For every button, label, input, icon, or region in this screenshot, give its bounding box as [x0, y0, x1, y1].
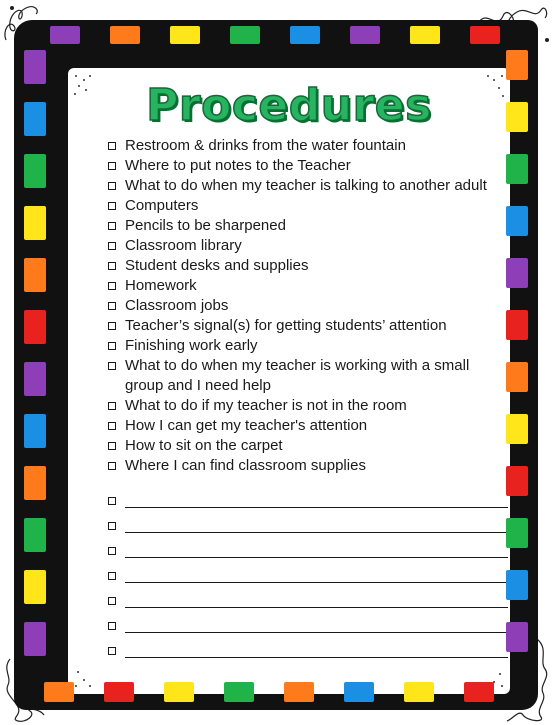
border-color-block	[404, 682, 434, 702]
border-color-block	[24, 362, 46, 396]
border-color-block	[506, 310, 528, 340]
blank-line-item[interactable]	[108, 643, 508, 668]
border-color-block	[506, 518, 528, 548]
border-color-block	[24, 466, 46, 500]
border-color-block	[24, 206, 46, 240]
checkbox-icon[interactable]	[108, 202, 116, 210]
content-panel	[68, 68, 510, 694]
checklist-item-label: Classroom library	[125, 237, 242, 254]
border-color-block	[290, 26, 320, 44]
checklist-item-label: Where I can find classroom supplies	[125, 457, 366, 474]
border-color-block	[164, 682, 194, 702]
write-in-line[interactable]	[125, 607, 508, 608]
border-color-block	[24, 154, 46, 188]
checkbox-icon[interactable]	[108, 497, 116, 505]
border-color-block	[506, 50, 528, 80]
checklist-item-label: Teacher’s signal(s) for getting students’ attention	[125, 317, 447, 334]
checkbox-icon[interactable]	[108, 162, 116, 170]
border-color-block	[506, 414, 528, 444]
checklist-item	[108, 216, 493, 236]
checklist-item	[108, 436, 493, 456]
checklist-item	[108, 296, 493, 316]
checklist-item	[108, 156, 493, 176]
checklist-item-label: Student desks and supplies	[125, 257, 309, 274]
border-color-block	[24, 50, 46, 84]
checkbox-icon[interactable]	[108, 142, 116, 150]
border-color-block	[410, 26, 440, 44]
checkbox-icon[interactable]	[108, 242, 116, 250]
border-color-block	[110, 26, 140, 44]
blank-lines-list	[108, 493, 508, 668]
border-color-block	[24, 622, 46, 656]
checklist-item-label: What to do when my teacher is talking to another adult	[125, 177, 487, 194]
border-color-block	[170, 26, 200, 44]
blank-line-item[interactable]	[108, 593, 508, 618]
checklist-item	[108, 136, 493, 156]
write-in-line[interactable]	[125, 532, 508, 533]
checklist-item-label: Finishing work early	[125, 337, 258, 354]
page-title: Procedures	[146, 80, 432, 131]
border-color-block	[24, 310, 46, 344]
checklist-item	[108, 396, 493, 416]
write-in-line[interactable]	[125, 582, 508, 583]
checklist-item-label: Classroom jobs	[125, 297, 229, 314]
checklist-item	[108, 336, 493, 356]
checklist-item-label: How I can get my teacher's attention	[125, 417, 368, 434]
checkbox-icon[interactable]	[108, 422, 116, 430]
decorative-border	[14, 20, 538, 710]
checklist-item-label: What to do when my teacher is working with a small group and I need help	[125, 357, 470, 394]
border-color-block	[506, 102, 528, 132]
border-color-block	[506, 154, 528, 184]
checklist-item-label: Restroom & drinks from the water fountain	[125, 137, 406, 154]
checklist-item	[108, 356, 493, 396]
checklist-item-label: What to do if my teacher is not in the room	[125, 397, 407, 414]
border-color-block	[24, 102, 46, 136]
border-color-block	[470, 26, 500, 44]
procedure-checklist	[108, 136, 493, 476]
checklist-item-label: Computers	[125, 197, 199, 214]
checkbox-icon[interactable]	[108, 597, 116, 605]
checklist-item	[108, 456, 493, 476]
blank-line-item[interactable]	[108, 618, 508, 643]
checkbox-icon[interactable]	[108, 522, 116, 530]
border-color-block	[24, 518, 46, 552]
checkbox-icon[interactable]	[108, 362, 116, 370]
border-color-block	[44, 682, 74, 702]
checkbox-icon[interactable]	[108, 302, 116, 310]
checkbox-icon[interactable]	[108, 462, 116, 470]
border-color-block	[350, 26, 380, 44]
checkbox-icon[interactable]	[108, 402, 116, 410]
blank-line-item[interactable]	[108, 543, 508, 568]
checklist-item-label: How to sit on the carpet	[125, 437, 283, 454]
border-color-block	[284, 682, 314, 702]
border-color-block	[506, 258, 528, 288]
checkbox-icon[interactable]	[108, 262, 116, 270]
checklist-item-label: Pencils to be sharpened	[125, 217, 286, 234]
border-color-block	[104, 682, 134, 702]
write-in-line[interactable]	[125, 557, 508, 558]
checklist-item	[108, 316, 493, 336]
blank-line-item[interactable]	[108, 568, 508, 593]
border-color-block	[506, 466, 528, 496]
checklist-item	[108, 276, 493, 296]
border-color-block	[24, 258, 46, 292]
write-in-line[interactable]	[125, 507, 508, 508]
checkbox-icon[interactable]	[108, 342, 116, 350]
checkbox-icon[interactable]	[108, 572, 116, 580]
checkbox-icon[interactable]	[108, 282, 116, 290]
blank-line-item[interactable]	[108, 493, 508, 518]
checkbox-icon[interactable]	[108, 442, 116, 450]
checklist-item	[108, 176, 493, 196]
write-in-line[interactable]	[125, 632, 508, 633]
border-color-block	[24, 414, 46, 448]
border-color-block	[506, 206, 528, 236]
write-in-line[interactable]	[125, 657, 508, 658]
checklist-item	[108, 196, 493, 216]
border-color-block	[224, 682, 254, 702]
border-color-block	[24, 570, 46, 604]
checkbox-icon[interactable]	[108, 622, 116, 630]
blank-line-item[interactable]	[108, 518, 508, 543]
checklist-item-label: Where to put notes to the Teacher	[125, 157, 351, 174]
border-color-block	[464, 682, 494, 702]
border-color-block	[506, 622, 528, 652]
border-color-block	[50, 26, 80, 44]
checkbox-icon[interactable]	[108, 222, 116, 230]
border-color-block	[506, 570, 528, 600]
checklist-item	[108, 236, 493, 256]
border-color-block	[344, 682, 374, 702]
checkbox-icon[interactable]	[108, 547, 116, 555]
checklist-item-label: Homework	[125, 277, 197, 294]
checkbox-icon[interactable]	[108, 322, 116, 330]
checkbox-icon[interactable]	[108, 182, 116, 190]
checklist-item	[108, 416, 493, 436]
checklist-item	[108, 256, 493, 276]
border-color-block	[506, 362, 528, 392]
border-color-block	[230, 26, 260, 44]
checkbox-icon[interactable]	[108, 647, 116, 655]
